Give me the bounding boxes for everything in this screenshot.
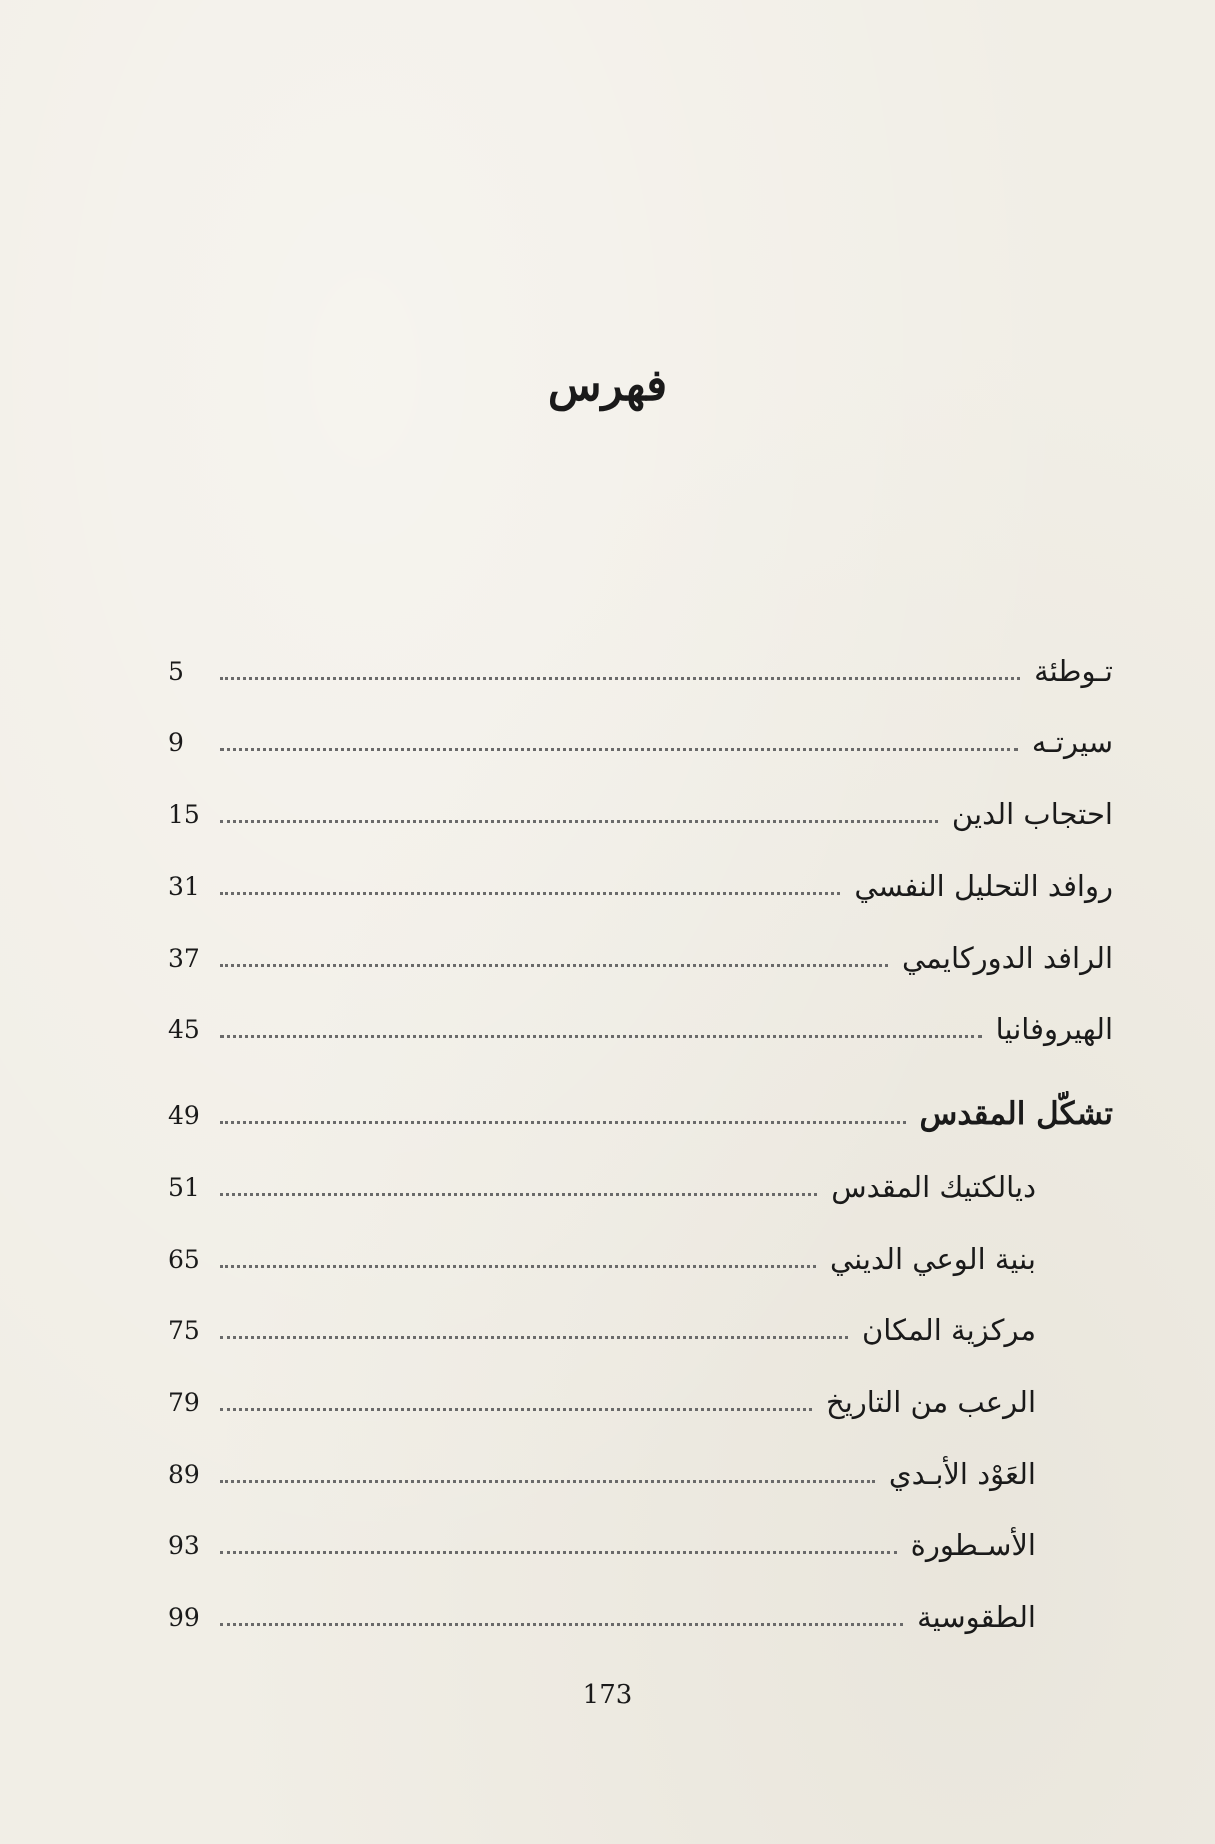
dot-leader: [220, 1265, 816, 1268]
toc-entry-title: الرافد الدوركايمي: [901, 941, 1113, 975]
toc-entry-title: الأسـطورة: [910, 1528, 1036, 1562]
toc-entry-title: بنية الوعي الديني: [829, 1242, 1036, 1276]
toc-section-heading: [168, 1084, 1113, 1136]
toc-page-number: 51: [168, 1173, 200, 1202]
dot-leader: [220, 1193, 817, 1196]
dot-leader: [220, 964, 888, 967]
toc-entry-title: تـوطئة: [1034, 654, 1113, 688]
toc-page-number: 45: [168, 1015, 200, 1044]
toc-page-number: 65: [168, 1245, 200, 1274]
toc-entry-title: الهيروفانيا: [995, 1012, 1113, 1046]
dot-leader: [220, 892, 840, 895]
dot-leader: [220, 677, 1020, 680]
toc-entry: [168, 1299, 1036, 1351]
toc-entry-title: ديالكتيك المقدس: [831, 1170, 1036, 1204]
toc-entry: [168, 640, 1113, 692]
dot-leader: [220, 748, 1018, 751]
dot-leader: [220, 1121, 906, 1124]
toc-entry: [168, 1371, 1036, 1423]
toc-entry: [168, 1514, 1036, 1566]
dot-leader: [220, 820, 938, 823]
toc-page-number: 93: [168, 1531, 200, 1560]
dot-leader: [220, 1480, 875, 1483]
toc-entry-title: احتجاب الدين: [951, 797, 1113, 831]
toc-entry: [168, 711, 1113, 763]
toc-entry: [168, 927, 1113, 979]
toc-page-number: 37: [168, 944, 200, 973]
toc-page-number: 89: [168, 1460, 200, 1489]
toc-entry: [168, 998, 1113, 1050]
toc-entry: [168, 1586, 1036, 1638]
toc-entry: [168, 855, 1113, 907]
toc-entry-title: العَوْد الأبـدي: [888, 1457, 1036, 1491]
dot-leader: [220, 1408, 812, 1411]
toc-entry: [168, 1443, 1036, 1495]
toc-page-number: 79: [168, 1388, 200, 1417]
toc-page-number: 5: [168, 657, 184, 686]
toc-entry: [168, 783, 1113, 835]
toc-page-number: 99: [168, 1603, 200, 1632]
dot-leader: [220, 1035, 982, 1038]
dot-leader: [220, 1336, 848, 1339]
toc-page-number: 9: [168, 728, 184, 757]
toc-entry-title: سيرتـه: [1031, 725, 1113, 759]
dot-leader: [220, 1551, 897, 1554]
dot-leader: [220, 1623, 903, 1626]
toc-entry: [168, 1156, 1036, 1208]
toc-entry-title: روافد التحليل النفسي: [854, 869, 1113, 903]
toc-entry-title: مركزية المكان: [862, 1313, 1036, 1347]
page-number: 173: [582, 1680, 633, 1710]
toc-entry-title: الطقوسية: [917, 1600, 1036, 1634]
toc-page-number: 15: [168, 800, 200, 829]
toc-entry-title: تشكّل المقدس: [919, 1096, 1113, 1132]
page-title: فهرس: [547, 360, 668, 411]
toc-entry: [168, 1228, 1036, 1280]
toc-entry-title: الرعب من التاريخ: [826, 1385, 1036, 1419]
toc-page-number: 75: [168, 1316, 200, 1345]
toc-page-number: 31: [168, 872, 200, 901]
toc-page-number: 49: [168, 1101, 200, 1130]
